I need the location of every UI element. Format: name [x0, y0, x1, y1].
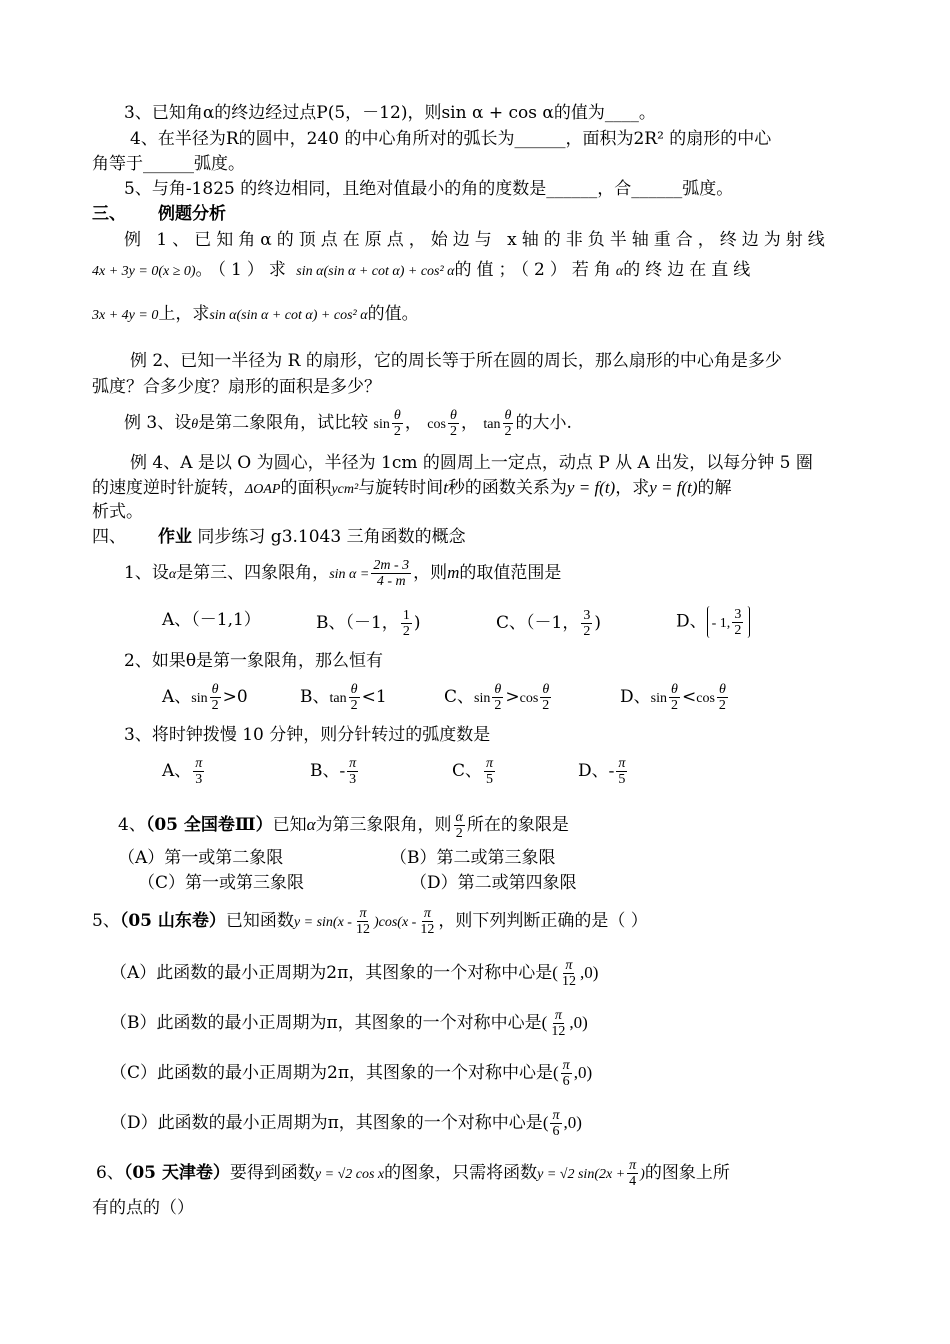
sin-text: sin — [373, 417, 390, 432]
homework-2-option-a: A、sin $\frac{\theta}{2}$ >0 — [162, 682, 248, 713]
homework-1-option-a: A、（－1,1） — [162, 610, 261, 630]
sin-alpha: sin α = — [329, 567, 370, 582]
example-1-line3 — [92, 302, 419, 328]
theta-symbol: θ — [191, 417, 199, 432]
homework-1: 1、设α是第三、四象限角，sin α = $\frac{2m - 3}{4 - m}$ ，则m的取值范围是 — [124, 558, 562, 589]
time-variable: t — [443, 478, 448, 497]
homework-1-option-b: B、（－1， $\frac{1}{2}$ ) — [316, 608, 421, 639]
homework-6-line2: 有的点的（） — [92, 1198, 194, 1218]
text: 。（1）求 — [195, 260, 291, 280]
example-4-line1: 例 4、A 是以 O 为圆心，半径为 1cm 的圆周上一定点，动点 P 从 A 出发，以每分钟 5 圈 — [130, 453, 813, 473]
section-4-heading — [158, 525, 466, 549]
example-4-line2 — [92, 476, 732, 502]
example-2-line1: 例 2、已知一半径为 R 的扇形，它的周长等于所在圆的周长，那么扇形的中心角是多少 — [130, 351, 782, 371]
fraction-theta-half: $\frac{\theta}{2}$ — [393, 408, 401, 439]
source-label: （05 全国卷Ⅲ） — [145, 815, 273, 835]
function-notation: y = f(t) — [566, 478, 616, 497]
closed-interval: - 1, $\frac{3}{2}$ — [707, 606, 751, 638]
text: 上，求 — [158, 304, 210, 324]
source-label: （05 山东卷） — [119, 911, 226, 931]
example-1-line1: 例 1、已知角α的顶点在原点，始边与 x轴的非负半轴重合，终边为射线 — [124, 230, 830, 250]
fraction-theta-half: $\frac{\theta}{2}$ — [449, 408, 457, 439]
homework-3: 3、将时钟拨慢 10 分钟，则分针转过的弧度数是 — [124, 725, 491, 745]
homework-4-option-a: （A）第一或第二象限 — [118, 848, 284, 868]
section-4-title: 作业 — [158, 527, 192, 547]
homework-1-option-c: C、（－1， $\frac{3}{2}$ ) — [496, 608, 601, 639]
example-2-line2: 弧度？合多少度？扇形的面积是多少？ — [92, 377, 381, 397]
equation-ray: 4x + 3y = 0(x ≥ 0) — [92, 264, 196, 279]
text: 是第二象限角，试比较 — [198, 413, 369, 433]
example-4-line3: 析式。 — [92, 502, 143, 522]
homework-4-option-d: （D）第二或第四象限 — [410, 873, 577, 893]
equation-line: 3x + 4y = 0 — [92, 308, 159, 323]
text: 秒的函数关系为 — [447, 478, 567, 498]
homework-5-option-a: （A）此函数的最小正周期为2π，其图象的一个对称中心是( $\frac{\pi}{12}$ ,0) — [110, 958, 599, 989]
section-3-number: 三、 — [92, 204, 126, 224]
cos-text: cos — [427, 417, 446, 432]
homework-6: 6、（05 天津卷）要得到函数y = √2 cos x的图象，只需将函数y = √2 sin(2x + $\frac{\pi}{4}$ )的图象上所 — [96, 1158, 730, 1189]
question-4-line1: 4、在半径为R的圆中，240 的中心角所对的弧长为______，面积为2R² 的扇形的中心 — [130, 129, 772, 149]
homework-4: 4、（05 全国卷Ⅲ）已知α为第三象限角，则 $\frac{\alpha}{2}$ 所在的象限是 — [118, 810, 569, 841]
alpha-symbol: α — [615, 264, 624, 279]
example-1-line2 — [92, 258, 755, 284]
question-4-line2: 角等于______弧度。 — [92, 154, 245, 174]
example-3: 例 3、设θ是第二象限角，试比较 sin $\frac{\theta}{2}$ ， cos $\frac{\theta}{2}$ ， tan $\frac{\theta}{2}$ 的大小. — [124, 408, 572, 439]
text: 的值；（2）若角 — [454, 260, 616, 280]
homework-4-option-b: （B）第二或第三象限 — [390, 848, 556, 868]
section-3-title: 例题分析 — [158, 204, 226, 224]
expression: sin α(sin α + cot α) + cos² α — [296, 264, 455, 279]
homework-5-option-c: （C）此函数的最小正周期为2π，其图象的一个对称中心是( $\frac{\pi}{6}$ ,0) — [110, 1058, 593, 1089]
homework-5: 5、（05 山东卷）已知函数y = sin(x - $\frac{\pi}{12}$ )cos(x - $\frac{\pi}{12}$ ，则下列判断正确的是（ ） — [92, 906, 648, 937]
homework-2-option-b: B、tan $\frac{\theta}{2}$ <1 — [300, 682, 387, 713]
homework-3-option-b: B、- $\frac{\pi}{3}$ — [310, 756, 357, 787]
homework-5-option-b: （B）此函数的最小正周期为π，其图象的一个对称中心是( $\frac{\pi}{12}$ ,0) — [110, 1008, 588, 1039]
homework-3-option-d: D、- $\frac{\pi}{5}$ — [578, 756, 626, 787]
text: 的速度逆时针旋转， — [92, 478, 245, 498]
question-5: 5、与角-1825 的终边相同，且绝对值最小的角的度数是______，合______弧度。 — [124, 179, 734, 199]
triangle-oap: ΔOAP — [245, 482, 281, 497]
text: 与旋转时间 — [358, 478, 444, 498]
homework-1-option-d: D、 - 1, $\frac{3}{2}$ — [676, 606, 750, 638]
section-4-subtitle: 同步练习 g3.1043 三角函数的概念 — [197, 527, 466, 547]
tan-text: tan — [483, 417, 501, 432]
text: 的大小. — [515, 413, 572, 433]
homework-3-option-c: C、 $\frac{\pi}{5}$ — [452, 756, 494, 787]
text: 例 3、设 — [124, 413, 192, 433]
expression: sin α(sin α + cot α) + cos² α — [209, 308, 368, 323]
fraction-2m-3-over-4-m: $\frac{2m - 3}{4 - m}$ — [373, 558, 410, 589]
text: ，求 — [615, 478, 650, 498]
area-variable: ycm² — [331, 482, 359, 497]
source-label: （05 天津卷） — [123, 1163, 230, 1183]
section-4-number: 四、 — [92, 527, 126, 547]
text: 的终边在直线 — [623, 260, 756, 280]
homework-4-option-c: （C）第一或第三象限 — [138, 873, 305, 893]
homework-5-option-d: （D）此函数的最小正周期为π，其图象的一个对称中心是( $\frac{\pi}{6}$ ,0) — [110, 1108, 582, 1139]
function-notation: y = f(t) — [649, 478, 698, 497]
fraction-theta-half: $\frac{\theta}{2}$ — [504, 408, 512, 439]
homework-2: 2、如果θ是第一象限角，那么恒有 — [124, 651, 384, 671]
homework-2-option-d: D、sin $\frac{\theta}{2}$ <cos $\frac{\theta}{2}$ — [620, 682, 726, 713]
homework-2-option-c: C、sin $\frac{\theta}{2}$ >cos $\frac{\theta}{2}$ — [444, 682, 550, 713]
homework-3-option-a: A、 $\frac{\pi}{3}$ — [162, 756, 203, 787]
question-3: 3、已知角α的终边经过点P(5，－12)，则sin α + cos α的值为____。 — [124, 103, 656, 123]
text: 的面积 — [280, 478, 332, 498]
text: 的解 — [697, 478, 732, 498]
text: 的值。 — [367, 304, 419, 324]
